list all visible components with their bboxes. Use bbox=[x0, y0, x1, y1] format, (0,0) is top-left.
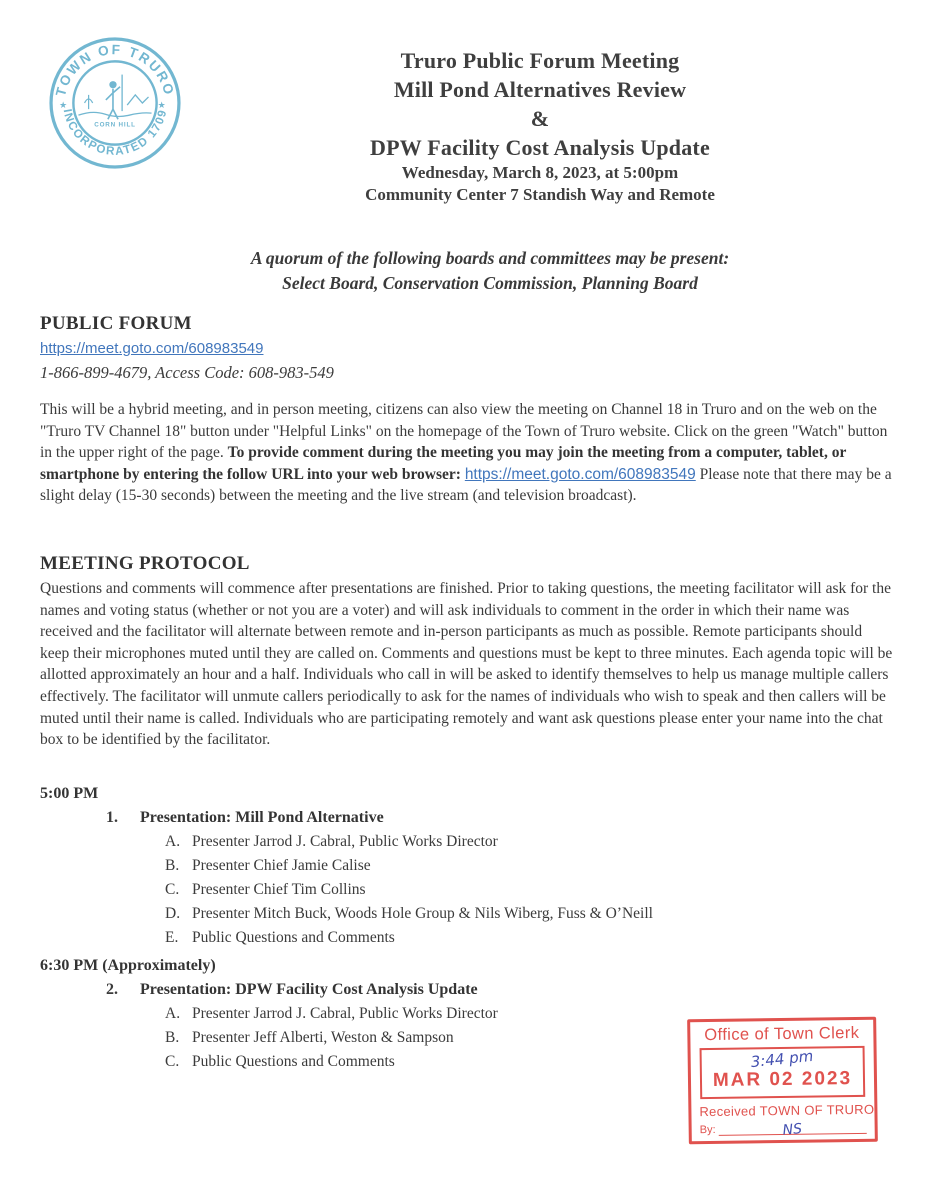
handwritten-initials: NS bbox=[782, 1121, 803, 1139]
agenda-subitem bbox=[40, 830, 893, 854]
svg-text:INCORPORATED 1709 bbox=[61, 108, 170, 158]
meeting-url-inline-link[interactable]: https://meet.goto.com/608983549 bbox=[464, 465, 696, 483]
paragraph-bold-text: To provide comment during the meeting you may join the meeting from a computer, tablet, or smartphone by entering the follow URL into your web browser: bbox=[40, 444, 847, 483]
subitem-text: Presenter Chief Jamie Calise bbox=[192, 857, 371, 874]
meeting-datetime: Wednesday, March 8, 2023, at 5:00pm bbox=[401, 163, 679, 182]
subitem-text: Presenter Chief Tim Collins bbox=[192, 881, 366, 898]
agenda-subitem bbox=[40, 878, 893, 902]
seal-inner-text: CORN HILL bbox=[94, 121, 136, 129]
title-ampersand: & bbox=[530, 106, 550, 131]
subitem-letter: E. bbox=[165, 929, 179, 946]
star-icon: ★ bbox=[157, 100, 166, 111]
stamp-received-date: MAR 02 2023 bbox=[712, 1068, 853, 1091]
star-icon: ★ bbox=[59, 100, 68, 111]
subitem-letter: B. bbox=[165, 1029, 180, 1046]
agenda-item-title: Presentation: Mill Pond Alternative bbox=[140, 809, 384, 826]
subitem-letter: A. bbox=[165, 1005, 181, 1022]
subitem-letter: B. bbox=[165, 857, 180, 874]
quorum-notice bbox=[90, 246, 890, 296]
agenda-subitem bbox=[40, 902, 893, 926]
stamp-received-label: Received bbox=[699, 1103, 757, 1120]
quorum-line-2: Select Board, Conservation Commission, Planning Board bbox=[282, 273, 698, 293]
subitem-text: Presenter Jeff Alberti, Weston & Sampson bbox=[192, 1029, 454, 1046]
stamp-by-label: By: bbox=[699, 1123, 716, 1137]
town-clerk-stamp bbox=[687, 1017, 878, 1145]
agenda-time-1: 5:00 PM bbox=[40, 785, 99, 802]
seal-top-text: TOWN OF TRURO bbox=[52, 42, 178, 98]
public-forum-heading: PUBLIC FORUM bbox=[40, 313, 192, 334]
dialin-info: 1-866-899-4679, Access Code: 608-983-549 bbox=[40, 363, 334, 382]
paragraph-text: This will be a hybrid meeting, and in person meeting, citizens can also view the meeting on Channel 18 in Truro and on the web on the "Truro TV Channel 18" button under "Helpful Links" on the homepage of the Town of Truro website. Click on the green "Watch" button in the upper right of the page. bbox=[40, 401, 888, 462]
agenda-item-number: 1. bbox=[106, 809, 118, 826]
hybrid-meeting-paragraph bbox=[40, 399, 893, 507]
subitem-letter: D. bbox=[165, 905, 181, 922]
stamp-date-box bbox=[700, 1046, 866, 1099]
meeting-protocol-heading: MEETING PROTOCOL bbox=[40, 553, 250, 574]
meeting-location: Community Center 7 Standish Way and Remote bbox=[365, 185, 715, 204]
title-line-2: Mill Pond Alternatives Review bbox=[393, 77, 687, 102]
agenda-item bbox=[40, 978, 893, 1002]
subitem-text: Presenter Mitch Buck, Woods Hole Group & Nils Wiberg, Fuss & O’Neill bbox=[192, 905, 653, 922]
public-forum-section bbox=[40, 312, 893, 507]
stamp-by-row bbox=[698, 1119, 869, 1139]
stamp-signature-line bbox=[718, 1119, 866, 1139]
quorum-line-1: A quorum of the following boards and committees may be present: bbox=[250, 248, 730, 268]
stamp-org-name: TOWN OF TRURO bbox=[759, 1101, 875, 1119]
meeting-url-link[interactable]: https://meet.goto.com/608983549 bbox=[40, 340, 264, 357]
meeting-protocol-paragraph: Questions and comments will commence after presentations are finished. Prior to taking questions, the meeting facilitator will ask for the names and voting status (whether or not you are a voter) and will ask individuals to comment in the order in which their name was received and the facilitator will alternate between remote and in-person participants as much as possible. Remote participants should keep their microphones muted until they are called on. Comments and questions must be kept to three minutes. Each agenda topic will be allotted approximately an hour and a half. Individuals who call in will be asked to identify themselves to help us manage multiple callers effectively. The facilitator will unmute callers periodically to ask for the names of individuals who wish to speak and then callers will be muted until their name is called. Individuals who are participating remotely and want ask questions please enter your name into the chat box to be identified by the facilitator. bbox=[40, 580, 893, 749]
subitem-letter: C. bbox=[165, 881, 180, 898]
subitem-letter: C. bbox=[165, 1053, 180, 1070]
document-header bbox=[170, 46, 910, 206]
town-seal-logo bbox=[48, 36, 182, 170]
agenda-time-2: 6:30 PM (Approximately) bbox=[40, 957, 216, 974]
handwritten-time: 3:44 pm bbox=[750, 1046, 815, 1072]
subitem-text: Presenter Jarrod J. Cabral, Public Works Director bbox=[192, 833, 498, 850]
subitem-text: Presenter Jarrod J. Cabral, Public Works Director bbox=[192, 1005, 498, 1022]
meeting-protocol-section bbox=[40, 552, 893, 751]
title-line-3: DPW Facility Cost Analysis Update bbox=[370, 135, 710, 160]
svg-text:TOWN OF TRURO bbox=[53, 42, 177, 98]
agenda-subitem bbox=[40, 926, 893, 950]
paragraph-text: Please note that there may be a slight delay (15-30 seconds) between the meeting and the live stream (and television broadcast). bbox=[40, 465, 892, 505]
agenda-item-title: Presentation: DPW Facility Cost Analysis Update bbox=[140, 981, 478, 998]
agenda-item bbox=[40, 806, 893, 830]
stamp-office-label: Office of Town Clerk bbox=[704, 1023, 860, 1045]
agenda-section-1 bbox=[40, 782, 893, 950]
seal-emblem-art bbox=[78, 75, 151, 120]
agenda-item-number: 2. bbox=[106, 981, 118, 998]
agenda-subitem bbox=[40, 854, 893, 878]
subitem-text: Public Questions and Comments bbox=[192, 1053, 395, 1070]
stamp-received-line bbox=[697, 1101, 875, 1120]
subitem-text: Public Questions and Comments bbox=[192, 929, 395, 946]
title-line-1: Truro Public Forum Meeting bbox=[400, 48, 680, 73]
seal-bottom-text: INCORPORATED 1709 bbox=[60, 107, 170, 158]
subitem-letter: A. bbox=[165, 833, 181, 850]
